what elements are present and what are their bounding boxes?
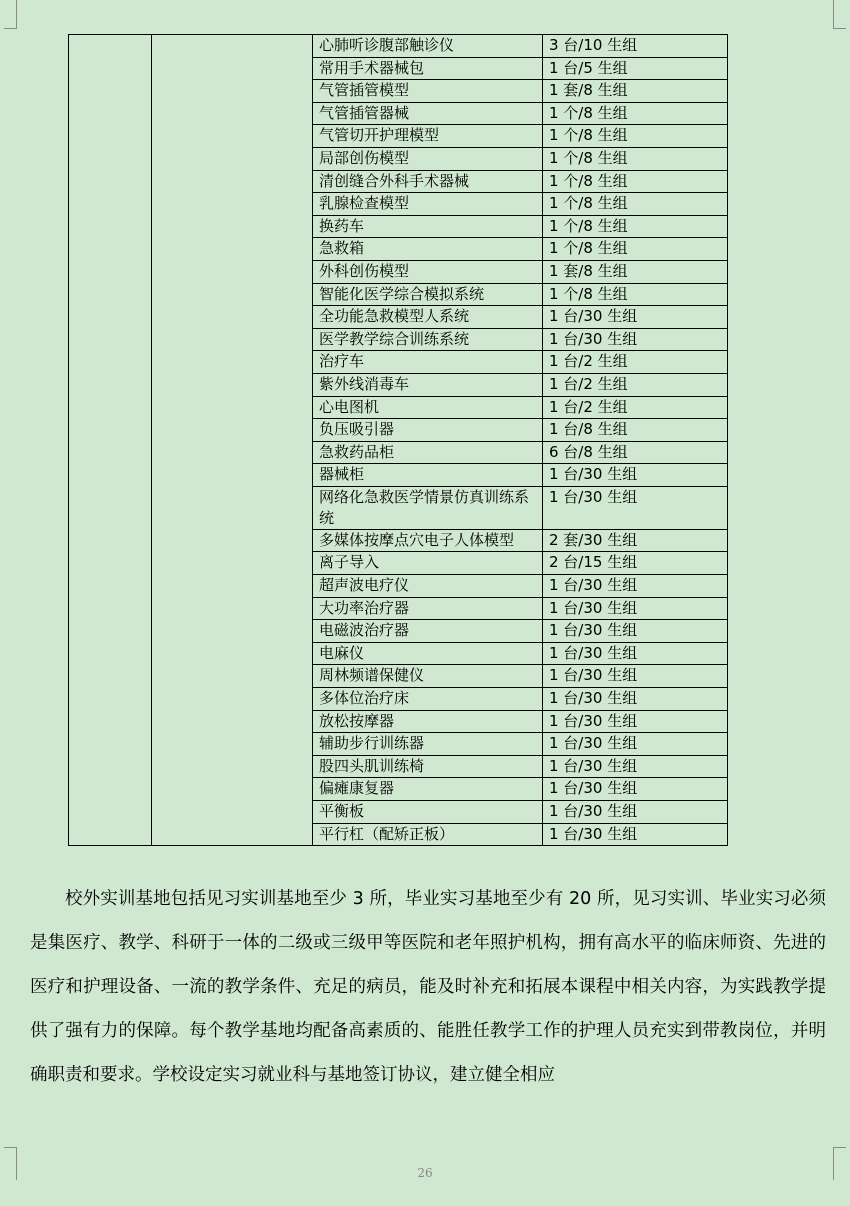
equipment-table bbox=[68, 34, 728, 846]
equipment-quantity-cell: 1 台/30 生组 bbox=[543, 823, 728, 846]
equipment-quantity-cell: 1 个/8 生组 bbox=[543, 147, 728, 170]
equipment-name-cell: 局部创伤模型 bbox=[313, 147, 543, 170]
equipment-name-cell: 外科创伤模型 bbox=[313, 260, 543, 283]
equipment-name-cell: 放松按摩器 bbox=[313, 710, 543, 733]
equipment-quantity-cell: 2 台/15 生组 bbox=[543, 552, 728, 575]
equipment-quantity-cell: 1 台/5 生组 bbox=[543, 57, 728, 80]
equipment-quantity-cell: 1 台/30 生组 bbox=[543, 575, 728, 598]
equipment-name-cell: 气管切开护理模型 bbox=[313, 125, 543, 148]
equipment-quantity-cell: 1 台/30 生组 bbox=[543, 620, 728, 643]
equipment-name-cell: 网络化急救医学情景仿真训练系统 bbox=[313, 486, 543, 529]
equipment-quantity-cell: 1 台/30 生组 bbox=[543, 597, 728, 620]
page-corner-mark bbox=[833, 0, 846, 29]
equipment-name-cell: 气管插管器械 bbox=[313, 102, 543, 125]
equipment-quantity-cell: 1 台/30 生组 bbox=[543, 710, 728, 733]
equipment-table-body bbox=[69, 35, 728, 846]
equipment-quantity-cell: 1 台/30 生组 bbox=[543, 733, 728, 756]
equipment-quantity-cell: 1 套/8 生组 bbox=[543, 80, 728, 103]
equipment-quantity-cell: 1 个/8 生组 bbox=[543, 170, 728, 193]
equipment-quantity-cell: 1 个/8 生组 bbox=[543, 238, 728, 261]
equipment-name-cell: 医学教学综合训练系统 bbox=[313, 328, 543, 351]
equipment-name-cell: 紫外线消毒车 bbox=[313, 373, 543, 396]
equipment-name-cell: 智能化医学综合模拟系统 bbox=[313, 283, 543, 306]
equipment-name-cell: 心电图机 bbox=[313, 396, 543, 419]
equipment-quantity-cell: 1 台/30 生组 bbox=[543, 778, 728, 801]
equipment-name-cell: 平行杠（配矫正板） bbox=[313, 823, 543, 846]
equipment-name-cell: 急救箱 bbox=[313, 238, 543, 261]
equipment-name-cell: 大功率治疗器 bbox=[313, 597, 543, 620]
equipment-quantity-cell: 1 台/30 生组 bbox=[543, 688, 728, 711]
equipment-quantity-cell: 1 台/30 生组 bbox=[543, 328, 728, 351]
equipment-quantity-cell: 1 个/8 生组 bbox=[543, 215, 728, 238]
equipment-name-cell: 电磁波治疗器 bbox=[313, 620, 543, 643]
page-corner-mark bbox=[4, 0, 17, 29]
equipment-quantity-cell: 3 台/10 生组 bbox=[543, 35, 728, 58]
equipment-quantity-cell: 1 台/30 生组 bbox=[543, 464, 728, 487]
equipment-name-cell: 常用手术器械包 bbox=[313, 57, 543, 80]
equipment-quantity-cell: 1 台/30 生组 bbox=[543, 642, 728, 665]
equipment-quantity-cell: 1 台/30 生组 bbox=[543, 486, 728, 529]
equipment-name-cell: 乳腺检查模型 bbox=[313, 193, 543, 216]
equipment-name-cell: 多体位治疗床 bbox=[313, 688, 543, 711]
equipment-name-cell: 全功能急救模型人系统 bbox=[313, 306, 543, 329]
equipment-name-cell: 治疗车 bbox=[313, 351, 543, 374]
empty-category-cell bbox=[69, 35, 152, 846]
equipment-name-cell: 心肺听诊腹部触诊仪 bbox=[313, 35, 543, 58]
equipment-name-cell: 超声波电疗仪 bbox=[313, 575, 543, 598]
equipment-name-cell: 多媒体按摩点穴电子人体模型 bbox=[313, 529, 543, 552]
equipment-name-cell: 辅助步行训练器 bbox=[313, 733, 543, 756]
equipment-name-cell: 清创缝合外科手术器械 bbox=[313, 170, 543, 193]
empty-subcategory-cell bbox=[152, 35, 313, 846]
equipment-quantity-cell: 1 套/8 生组 bbox=[543, 260, 728, 283]
page-number: 26 bbox=[417, 1166, 433, 1180]
equipment-quantity-cell: 1 台/30 生组 bbox=[543, 755, 728, 778]
equipment-name-cell: 器械柜 bbox=[313, 464, 543, 487]
equipment-quantity-cell: 1 台/2 生组 bbox=[543, 373, 728, 396]
equipment-quantity-cell: 1 台/2 生组 bbox=[543, 396, 728, 419]
equipment-name-cell: 换药车 bbox=[313, 215, 543, 238]
equipment-quantity-cell: 1 台/30 生组 bbox=[543, 665, 728, 688]
equipment-quantity-cell: 1 个/8 生组 bbox=[543, 125, 728, 148]
equipment-quantity-cell: 1 台/30 生组 bbox=[543, 801, 728, 824]
equipment-quantity-cell: 1 个/8 生组 bbox=[543, 102, 728, 125]
equipment-name-cell: 负压吸引器 bbox=[313, 419, 543, 442]
equipment-name-cell: 气管插管模型 bbox=[313, 80, 543, 103]
equipment-name-cell: 股四头肌训练椅 bbox=[313, 755, 543, 778]
equipment-quantity-cell: 1 台/2 生组 bbox=[543, 351, 728, 374]
equipment-name-cell: 平衡板 bbox=[313, 801, 543, 824]
equipment-quantity-cell: 1 台/30 生组 bbox=[543, 306, 728, 329]
equipment-quantity-cell: 1 个/8 生组 bbox=[543, 193, 728, 216]
equipment-name-cell: 偏瘫康复器 bbox=[313, 778, 543, 801]
equipment-quantity-cell: 6 台/8 生组 bbox=[543, 441, 728, 464]
table-row bbox=[69, 35, 728, 58]
equipment-quantity-cell: 1 台/8 生组 bbox=[543, 419, 728, 442]
equipment-quantity-cell: 1 个/8 生组 bbox=[543, 283, 728, 306]
equipment-name-cell: 急救药品柜 bbox=[313, 441, 543, 464]
equipment-quantity-cell: 2 套/30 生组 bbox=[543, 529, 728, 552]
equipment-name-cell: 离子导入 bbox=[313, 552, 543, 575]
body-paragraph: 校外实训基地包括见习实训基地至少 3 所，毕业实习基地至少有 20 所，见习实训、毕业实习必须是集医疗、教学、科研于一体的二级或三级甲等医院和老年照护机构，拥有高水平的临床师资、先进的医疗和护理设备、一流的教学条件、充足的病员，能及时补充和拓展本课程中相关内容，为实践教学提供了强有力的保障。每个教学基地均配备高素质的、能胜任教学工作的护理人员充实到带教岗位，并明确职责和要求。学校设定实习就业科与基地签订协议，建立健全相应 bbox=[30, 889, 826, 1085]
equipment-name-cell: 电麻仪 bbox=[313, 642, 543, 665]
equipment-name-cell: 周林频谱保健仪 bbox=[313, 665, 543, 688]
